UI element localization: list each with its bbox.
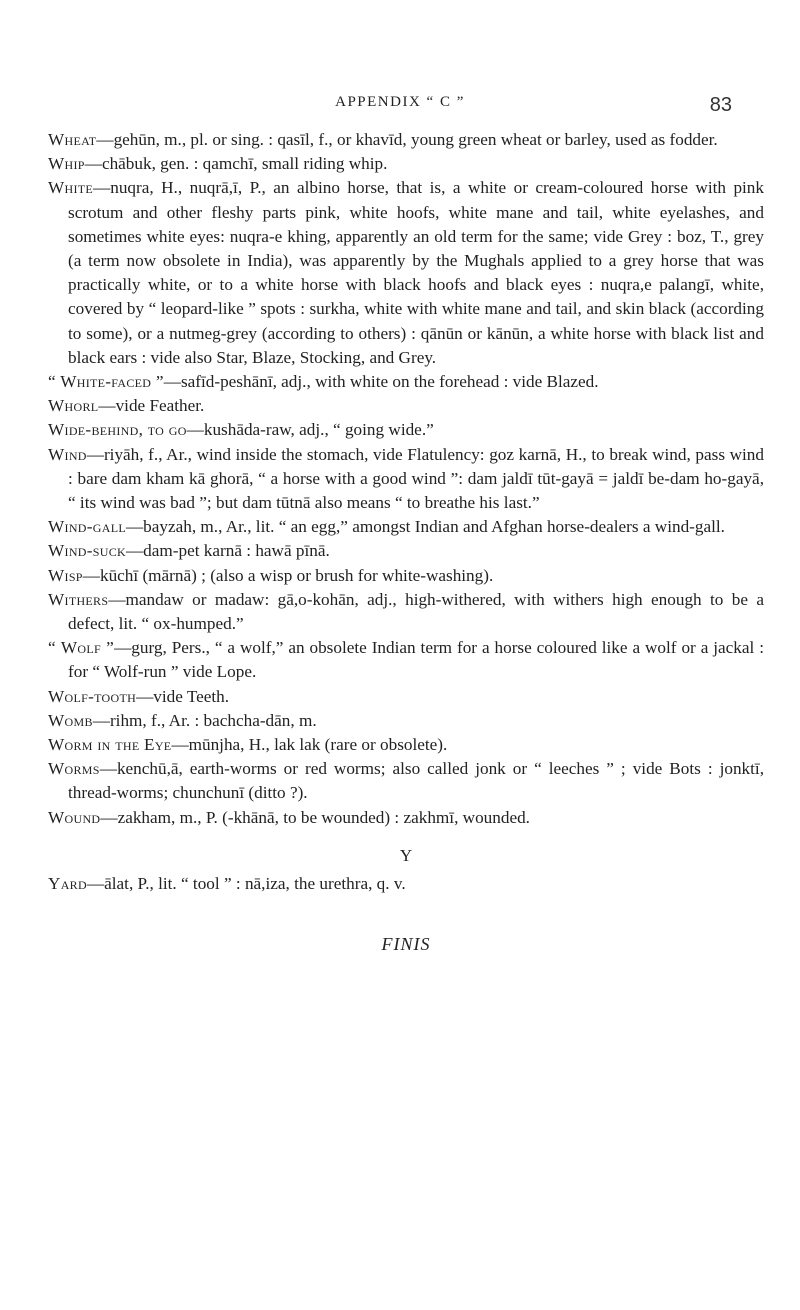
headword: Yard: [48, 873, 87, 893]
entry-wisp: [48, 564, 764, 588]
headword: Whip: [48, 154, 85, 174]
definition: —gurg, Pers., “ a wolf,” an obsolete Indian term for a horse coloured like a wolf or a jackal : for “ Wolf-run ” vide Lope.: [68, 638, 764, 682]
headword: Wheat: [48, 130, 97, 149]
headword: Wound: [48, 807, 101, 827]
headword: Wolf-tooth: [48, 686, 137, 706]
entry-white-faced: [48, 370, 764, 394]
glossary-content: [48, 128, 764, 955]
definition: —kūchī (mārnā) ; (also a wisp or brush for white-washing).: [82, 565, 494, 585]
entry-wolf-tooth: [48, 685, 764, 709]
headword: Whorl: [48, 396, 99, 416]
headword: “ White-faced ”: [48, 372, 164, 392]
headword: Wind-gall: [48, 517, 126, 537]
entry-whorl: [48, 394, 764, 418]
entry-worms: [48, 757, 764, 805]
entry-wind-gall: [48, 515, 764, 539]
headword: Wide-behind, to go: [48, 420, 187, 440]
definition: —safīd-peshānī, adj., with white on the forehead : vide Blazed.: [163, 372, 599, 392]
definition: —chābuk, gen. : qamchī, small riding whip.: [84, 154, 388, 174]
entry-white: [48, 176, 764, 370]
definition: —ālat, P., lit. “ tool ” : nā,iza, the urethra, q. v.: [86, 873, 406, 893]
headword: Withers: [48, 589, 109, 609]
definition: —riyāh, f., Ar., wind inside the stomach, vide Flatulency: goz karnā, H., to break wind, pass wind : bare dam kham kā ghorā, “ a horse with a good wind ”: dam jaldī tūt-gayā = jaldī be-dam ho-gayā, “ its wind was bad ”; but dam tūtnā also means “ to breathe his last.”: [68, 444, 764, 513]
definition: —kushāda-raw, adj., “ going wide.”: [186, 420, 434, 440]
definition: —rihm, f., Ar. : bachcha-dān, m.: [92, 710, 317, 730]
headword: White: [48, 178, 94, 198]
headword: Womb: [48, 710, 93, 730]
running-head: APPENDIX “ C ”: [335, 94, 465, 110]
entry-wheat: [48, 128, 764, 152]
entry-wolf: [48, 636, 764, 684]
definition: —kenchū,ā, earth-worms or red worms; also called jonk or “ leeches ” ; vide Bots : jonktī, thread-worms; chunchunī (ditto ?).: [68, 759, 764, 803]
definition: —vide Teeth.: [136, 686, 230, 706]
entry-wind: [48, 443, 764, 516]
headword: Worm in the Eye: [48, 735, 172, 755]
headword: Wind-suck: [48, 541, 126, 561]
finis: FINIS: [381, 934, 431, 955]
definition: —zakham, m., P. (-khānā, to be wounded) : zakhmī, wounded.: [100, 807, 530, 827]
entry-worm-in-the-eye: [48, 733, 764, 757]
definition: —bayzah, m., Ar., lit. “ an egg,” amongst Indian and Afghan horse-dealers a wind-gall.: [125, 517, 725, 537]
entry-whip: [48, 152, 764, 176]
headword: Worms: [48, 759, 100, 779]
definition: —gehūn, m., pl. or sing. : qasīl, f., or khavīd, young green wheat or barley, used as fodder.: [96, 130, 718, 149]
entry-wind-suck: [48, 539, 764, 563]
section-letter: Y: [399, 845, 413, 865]
headword: Wind: [48, 444, 87, 464]
entry-womb: [48, 709, 764, 733]
definition: —mandaw or madaw: gā,o-kohān, adj., high-withered, with withers high enough to be a defect, lit. “ ox-humped.”: [68, 589, 764, 634]
page-header: [0, 94, 800, 124]
definition: —mūnjha, H., lak lak (rare or obsolete).: [171, 735, 448, 755]
definition: —dam-pet karnā : hawā pīnā.: [125, 541, 330, 561]
entry-wound: [48, 806, 764, 830]
entry-withers: [48, 588, 764, 636]
entry-yard: [48, 872, 764, 896]
headword: “ Wolf ”: [48, 638, 115, 658]
headword: Wisp: [48, 565, 83, 585]
page-number: 83: [709, 94, 732, 116]
entry-wide-behind: [48, 418, 764, 442]
definition: —nuqra, H., nuqrā,ī, P., an albino horse, that is, a white or cream-coloured horse with pink scrotum and other fleshy parts pink, white hoofs, white mane and tail, white eyelashes, and sometimes white eyes: nuqra-e khing, apparently an old term for the same; vide Grey : boz, T., grey (a term now obsolete in India), was apparently by the Mughals applied to a grey horse that was practically white, or to a white horse with black hoofs and black eyes : nuqra,e palangī, white, covered by “ leopard-like ” spots : surkha, white with white mane and tail, and skin black (according to some), or a nutmeg-grey (according to others) : qānūn or kānūn, a white horse with black list and black ears : vide also Star, Blaze, Stocking, and Grey.: [68, 178, 764, 367]
definition: —vide Feather.: [98, 396, 205, 416]
